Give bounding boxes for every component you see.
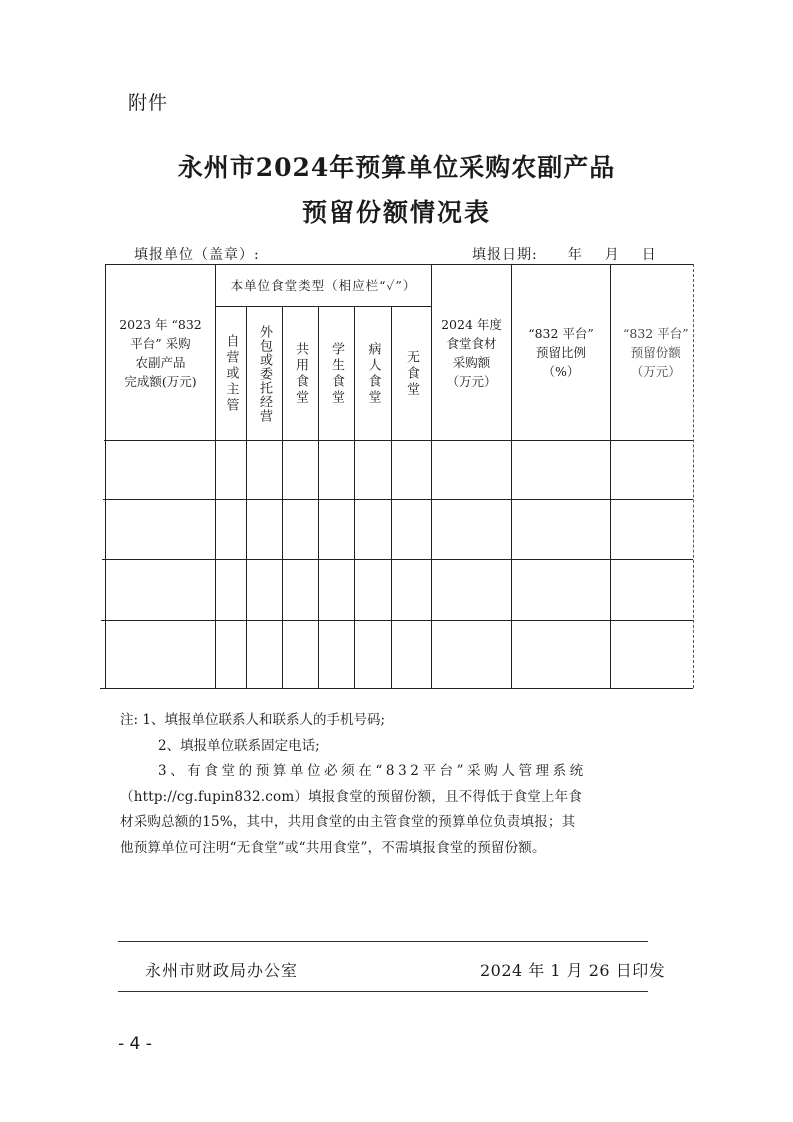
header-line: （万元） xyxy=(446,373,497,389)
table-cell[interactable] xyxy=(432,441,510,498)
header-canteen-self-operated xyxy=(216,307,246,440)
table-cell[interactable] xyxy=(106,621,214,687)
note-item-3-cont-1: （http://cg.fupin832.com）填报食堂的预留份额，且不得低于食堂上年食 xyxy=(120,788,583,805)
table-cell[interactable] xyxy=(611,621,692,687)
header-line: 2024 年度 xyxy=(441,316,502,332)
header-line: 预留份额 xyxy=(630,345,681,360)
table-cell[interactable] xyxy=(106,500,214,558)
header-reserved-amount xyxy=(611,265,721,440)
table-cell[interactable] xyxy=(432,621,510,687)
table-cell[interactable] xyxy=(512,621,609,687)
table-cell[interactable] xyxy=(611,500,692,558)
footer-bottom-rule xyxy=(118,991,648,992)
table-cell[interactable] xyxy=(355,441,390,498)
header-line: “832 平台” xyxy=(528,326,594,341)
header-line: “832 平台” xyxy=(623,326,689,341)
note-item-2: 2、填报单位联系固定电话; xyxy=(158,737,320,754)
table-cell[interactable] xyxy=(611,560,692,619)
canteen-type-label: 学生食堂 xyxy=(329,341,344,406)
header-2023-amount xyxy=(106,265,215,440)
canteen-type-label: 自营或主管 xyxy=(223,333,239,414)
table-cell[interactable] xyxy=(319,621,353,687)
table-cell[interactable] xyxy=(611,441,692,498)
fill-date-field xyxy=(472,244,657,264)
table-cell[interactable] xyxy=(319,441,353,498)
table-cell[interactable] xyxy=(247,500,281,558)
issuer: 永州市财政局办公室 xyxy=(145,961,299,980)
canteen-type-label: 病人食堂 xyxy=(365,341,381,406)
table-cell[interactable] xyxy=(392,621,430,687)
header-canteen-type-group: 本单位食堂类型（相应栏“✓”） xyxy=(230,278,417,293)
table-cell[interactable] xyxy=(392,500,430,558)
header-canteen-none xyxy=(392,307,431,440)
table-cell[interactable] xyxy=(432,500,510,558)
attachment-label: 附件 xyxy=(128,92,169,114)
table-cell[interactable] xyxy=(283,621,317,687)
header-canteen-shared xyxy=(283,307,318,440)
document-title-line2: 预留份额情况表 xyxy=(301,198,491,227)
table-cell[interactable] xyxy=(512,441,609,498)
table-cell[interactable] xyxy=(106,441,214,498)
note-item-3: 3、有食堂的预算单位必须在“832平台”采购人管理系统 xyxy=(158,763,587,779)
document-title-line1: 永州市2024年预算单位采购农副产品 xyxy=(177,153,616,182)
header-canteen-outsourced xyxy=(247,307,282,440)
note-item-3-cont-3: 他预算单位可注明“无食堂”或“共用食堂”，不需填报食堂的预留份额。 xyxy=(120,839,546,856)
header-reserve-ratio xyxy=(512,265,610,440)
fill-date-year: 年 xyxy=(567,247,583,263)
table-cell[interactable] xyxy=(319,500,353,558)
table-cell[interactable] xyxy=(247,621,281,687)
header-line: 2023 年 “832 xyxy=(119,316,202,332)
table-cell[interactable] xyxy=(283,441,317,498)
table-cell[interactable] xyxy=(283,560,317,619)
table-cell[interactable] xyxy=(247,560,281,619)
canteen-type-label: 共用食堂 xyxy=(293,341,308,406)
header-line: （万元） xyxy=(630,364,681,379)
table-cell[interactable] xyxy=(216,560,245,619)
table-cell[interactable] xyxy=(216,441,245,498)
table-cell[interactable] xyxy=(355,500,390,558)
header-line: 平台” 采购 xyxy=(130,335,191,351)
table-cell[interactable] xyxy=(432,560,510,619)
table-cell[interactable] xyxy=(247,441,281,498)
header-line: 农副产品 xyxy=(135,354,186,370)
header-line: 食堂食材 xyxy=(446,335,497,351)
table-cell[interactable] xyxy=(355,560,390,619)
table-cell[interactable] xyxy=(512,500,609,558)
table-cell[interactable] xyxy=(355,621,390,687)
table-cell[interactable] xyxy=(392,560,430,619)
notes-section xyxy=(120,708,680,861)
note-item-1: 1、填报单位联系人和联系人的手机号码; xyxy=(142,712,385,728)
header-canteen-patient xyxy=(355,307,391,440)
canteen-type-label: 无食堂 xyxy=(404,349,419,398)
fill-unit-label: 填报单位（盖章）: xyxy=(134,247,260,263)
page-number: - 4 - xyxy=(118,1034,152,1054)
header-line: 完成额(万元) xyxy=(124,373,197,389)
table-cell[interactable] xyxy=(216,500,245,558)
table-cell[interactable] xyxy=(319,560,353,619)
notes-prefix: 注: xyxy=(120,712,139,728)
table-cell[interactable] xyxy=(392,441,430,498)
footer-top-rule xyxy=(118,941,648,942)
header-line: （%） xyxy=(542,364,580,379)
header-line: 采购额 xyxy=(452,354,491,370)
fill-date-month: 月 xyxy=(604,247,620,263)
table-cell[interactable] xyxy=(512,560,609,619)
fill-date-label: 填报日期: xyxy=(472,247,538,263)
note-item-3-cont-2: 材采购总额的15%，其中，共用食堂的由主管食堂的预算单位负责填报；其 xyxy=(120,814,576,830)
header-2024-purchase xyxy=(432,265,511,440)
canteen-type-label: 外包或委托经营 xyxy=(257,324,272,423)
header-line: 预留比例 xyxy=(535,345,586,360)
table-cell[interactable] xyxy=(283,500,317,558)
table-bottom-border xyxy=(100,688,693,689)
issue-date: 2024 年 1 月 26 日印发 xyxy=(480,961,666,980)
header-canteen-student xyxy=(319,307,354,440)
fill-date-day: 日 xyxy=(641,247,657,263)
table-cell[interactable] xyxy=(106,560,214,619)
table-cell[interactable] xyxy=(216,621,245,687)
